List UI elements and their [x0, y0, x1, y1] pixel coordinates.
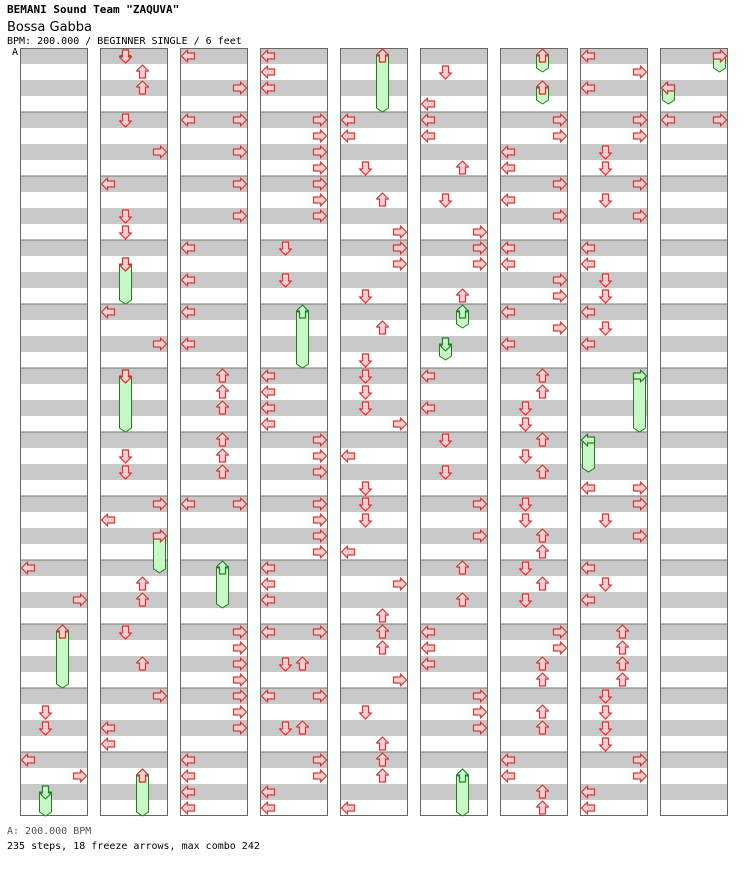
beat-stripe [340, 400, 408, 416]
beat-stripe [340, 464, 408, 480]
beat-stripe [500, 560, 568, 576]
beat-stripe [340, 752, 408, 768]
freeze-arrow-tail [120, 376, 132, 432]
beat-stripe [100, 112, 168, 128]
beat-stripe [340, 432, 408, 448]
freeze-arrow-tail [583, 440, 595, 472]
freeze-arrow-tail [297, 312, 309, 368]
beat-stripe [660, 496, 728, 512]
beat-stripe [660, 272, 728, 288]
beat-stripe [500, 432, 568, 448]
beat-stripe [100, 432, 168, 448]
beat-stripe [500, 528, 568, 544]
beat-stripe [180, 432, 248, 448]
beat-stripe [580, 720, 648, 736]
beat-stripe [340, 208, 408, 224]
beat-stripe [20, 400, 88, 416]
beat-stripe [260, 272, 328, 288]
beat-stripe [500, 720, 568, 736]
beat-stripe [580, 272, 648, 288]
chart-column [660, 48, 728, 816]
chart-column [100, 48, 168, 816]
beat-stripe [180, 560, 248, 576]
beat-stripe [20, 688, 88, 704]
beat-stripe [100, 208, 168, 224]
beat-stripe [500, 688, 568, 704]
beat-stripe [100, 592, 168, 608]
beat-stripe [100, 272, 168, 288]
beat-stripe [500, 80, 568, 96]
beat-stripe [180, 400, 248, 416]
beat-stripe [180, 592, 248, 608]
bpm-legend: A: 200.000 BPM [7, 826, 92, 837]
beat-stripe [500, 656, 568, 672]
beat-stripe [100, 656, 168, 672]
freeze-arrow-tail [634, 376, 646, 432]
beat-stripe [20, 48, 88, 64]
beat-stripe [20, 144, 88, 160]
beat-stripe [660, 208, 728, 224]
beat-stripe [20, 304, 88, 320]
beat-stripe [180, 368, 248, 384]
chart-stats: 235 steps, 18 freeze arrows, max combo 242 [7, 841, 260, 852]
beat-stripe [420, 560, 488, 576]
beat-stripe [660, 720, 728, 736]
beat-stripe [660, 624, 728, 640]
chart-column [420, 48, 488, 816]
freeze-arrow-tail [377, 56, 389, 112]
beat-stripe [420, 304, 488, 320]
beat-stripe [260, 720, 328, 736]
beat-stripe [340, 80, 408, 96]
beat-stripe [420, 48, 488, 64]
beat-stripe [340, 624, 408, 640]
beat-stripe [500, 496, 568, 512]
beat-stripe [260, 656, 328, 672]
beat-stripe [420, 272, 488, 288]
beat-stripe [20, 528, 88, 544]
freeze-arrow-tail [154, 536, 166, 573]
beat-stripe [420, 432, 488, 448]
freeze-arrow-tail [57, 632, 69, 688]
beat-stripe [100, 752, 168, 768]
beat-stripe [660, 336, 728, 352]
chart-column [260, 48, 328, 816]
beat-stripe [20, 656, 88, 672]
beat-stripe [20, 368, 88, 384]
beat-stripe [340, 48, 408, 64]
beat-stripe [660, 656, 728, 672]
beat-stripe [660, 528, 728, 544]
beat-stripe [660, 400, 728, 416]
song-title: Bossa Gabba [7, 20, 93, 35]
beat-stripe [20, 176, 88, 192]
beat-stripe [20, 80, 88, 96]
beat-stripe [20, 496, 88, 512]
beat-stripe [420, 144, 488, 160]
bpm-marker-label: A [12, 47, 19, 58]
beat-stripe [340, 720, 408, 736]
beat-stripe [340, 528, 408, 544]
beat-stripe [100, 464, 168, 480]
beat-stripe [20, 464, 88, 480]
chart-column [580, 48, 648, 816]
beat-stripe [500, 400, 568, 416]
beat-stripe [340, 560, 408, 576]
beat-stripe [100, 368, 168, 384]
beat-stripe [420, 336, 488, 352]
beat-stripe [500, 592, 568, 608]
beat-stripe [500, 464, 568, 480]
beat-stripe [420, 592, 488, 608]
beat-stripe [180, 528, 248, 544]
beat-stripe [420, 752, 488, 768]
beat-stripe [340, 656, 408, 672]
beat-stripe [660, 784, 728, 800]
beat-stripe [660, 464, 728, 480]
beat-stripe [260, 336, 328, 352]
beat-stripe [340, 496, 408, 512]
beat-stripe [660, 592, 728, 608]
beat-stripe [420, 80, 488, 96]
beat-stripe [100, 240, 168, 256]
chart-column [340, 48, 408, 816]
beat-stripe [260, 240, 328, 256]
beat-stripe [660, 176, 728, 192]
beat-stripe [340, 272, 408, 288]
beat-stripe [20, 112, 88, 128]
beat-stripe [420, 464, 488, 480]
beat-stripe [660, 144, 728, 160]
beat-stripe [20, 272, 88, 288]
beat-stripe [420, 208, 488, 224]
beat-stripe [20, 432, 88, 448]
chart-column [500, 48, 568, 816]
beat-stripe [20, 624, 88, 640]
beat-stripe [100, 624, 168, 640]
beat-stripe [420, 176, 488, 192]
beat-stripe [100, 784, 168, 800]
beat-stripe [20, 240, 88, 256]
beat-stripe [340, 304, 408, 320]
beat-stripe [100, 48, 168, 64]
beat-stripe [660, 368, 728, 384]
beat-stripe [20, 208, 88, 224]
beat-stripe [340, 144, 408, 160]
beat-stripe [340, 368, 408, 384]
beat-stripe [100, 400, 168, 416]
beat-stripe [580, 144, 648, 160]
beat-stripe [660, 240, 728, 256]
beat-stripe [340, 592, 408, 608]
beat-stripe [500, 784, 568, 800]
beat-stripe [20, 720, 88, 736]
beat-stripe [340, 176, 408, 192]
beat-stripe [20, 784, 88, 800]
beat-stripe [500, 368, 568, 384]
chart-column [20, 48, 88, 816]
beat-stripe [580, 656, 648, 672]
beat-stripe [660, 688, 728, 704]
beat-stripe [340, 336, 408, 352]
beat-stripe [580, 688, 648, 704]
chart-column [180, 48, 248, 816]
beat-stripe [20, 336, 88, 352]
bpm-difficulty-line: BPM: 200.000 / BEGINNER SINGLE / 6 feet [7, 36, 242, 47]
beat-stripe [660, 304, 728, 320]
beat-stripe [340, 688, 408, 704]
beat-stripe [660, 752, 728, 768]
artist-name: BEMANI Sound Team "ZAQUVA" [7, 3, 180, 16]
beat-stripe [260, 304, 328, 320]
beat-stripe [420, 784, 488, 800]
beat-stripe [500, 48, 568, 64]
beat-stripe [580, 624, 648, 640]
beat-stripe [660, 560, 728, 576]
beat-stripe [100, 80, 168, 96]
beat-stripe [660, 432, 728, 448]
beat-stripe [180, 464, 248, 480]
beat-stripe [340, 784, 408, 800]
